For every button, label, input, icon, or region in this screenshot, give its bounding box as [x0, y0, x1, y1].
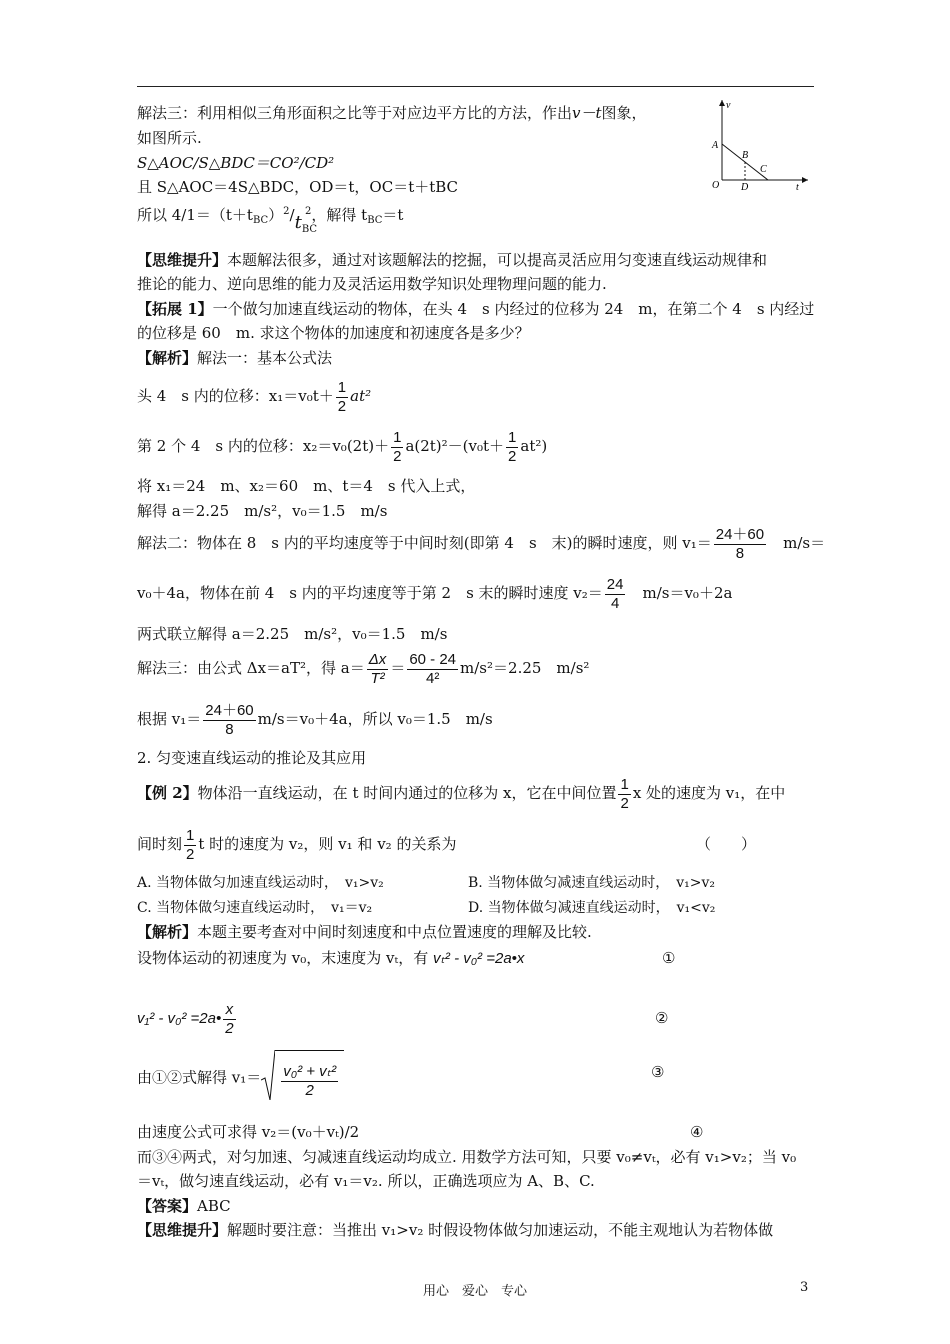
- method2-line2: v₀＋4a，物体在前 4 s 内的平均速度等于第 2 s 末的瞬时速度 v₂＝ $\frac{24}{4}$ m/s＝v₀＋2a: [137, 575, 733, 612]
- section2-title: 2. 匀变速直线运动的推论及其应用: [137, 749, 367, 767]
- equation-x1: 头 4 s 内的位移：x₁＝v₀t＋ $\frac{1}{2}$ at²: [137, 378, 372, 415]
- think2-line: 【思维提升】解题时要注意：当推出 v₁>v₂ 时假设物体做匀加速运动，不能主观地认为若物体做: [137, 1221, 774, 1239]
- method2-line1: 解法二：物体在 8 s 内的平均速度等于中间时刻(即第 4 s 末)的瞬时速度，则 v₁＝ $\frac{24+60}{8}$ m/s＝: [137, 525, 826, 562]
- think1-line1: 【思维提升】本题解法很多，通过对该题解法的挖掘，可以提高灵活应用匀变速直线运动规律和: [137, 251, 768, 269]
- fig-label-c: C: [760, 164, 767, 175]
- area-ratio-line: S△AOC/S△BDC＝CO²/CD²: [137, 154, 335, 172]
- option-a: A. 当物体做匀加速直线运动时， v₁>v₂: [137, 875, 384, 891]
- area-condition-line: 且 S△AOC＝4S△BDC，OD＝t，OC＝t＋tBC: [137, 178, 459, 196]
- conclusion-line1: 而③④两式，对匀加速、匀减速直线运动均成立. 用数学方法可知，只要 v₀≠vₜ，必有 v₁>v₂；当 v₀: [137, 1148, 797, 1166]
- eq-number-1: ①: [662, 949, 676, 967]
- method3-line1: 解法三：利用相似三角形面积之比等于对应边平方比的方法，作出v－t图象，: [137, 104, 647, 122]
- analysis1-heading: 【解析】解法一：基本公式法: [137, 349, 333, 367]
- example2-line1: 【例 2】物体沿一直线运动，在 t 时间内通过的位移为 x，它在中间位置 $\frac{1}{2}$ x 处的速度为 v₁，在中: [137, 775, 786, 812]
- fig-label-a: A: [712, 140, 719, 151]
- ext1-line1: 【拓展 1】一个做匀加速直线运动的物体，在头 4 s 内经过的位移为 24 m，在第二个 4 s 内经过: [137, 300, 815, 318]
- equation-3: 由①②式解得 v₁＝ $\frac{\text{v₀² + vₜ²}}{2}$: [137, 1050, 344, 1107]
- answer-blank: （ ）: [696, 835, 757, 853]
- fig-label-t: t: [796, 182, 799, 192]
- method2-line3: 两式联立解得 a＝2.25 m/s²，v₀＝1.5 m/s: [137, 625, 448, 643]
- equation-2: v₁² - v₀² =2a• $\frac{x}{2}$: [137, 1000, 234, 1037]
- fig-label-o: O: [712, 180, 720, 191]
- fig-label-b: B: [742, 150, 749, 161]
- option-d: D. 当物体做匀减速直线运动时， v₁<v₂: [468, 900, 716, 916]
- option-c: C. 当物体做匀速直线运动时， v₁＝v₂: [137, 900, 373, 916]
- vt-diagram: [700, 96, 812, 192]
- equation-x2: 第 2 个 4 s 内的位移：x₂＝v₀(2t)＋ $\frac{1}{2}$ a(2t)²－(v₀t＋ $\frac{1}{2}$ at²): [137, 428, 548, 465]
- fig-label-v: v: [726, 100, 731, 111]
- header-rule: [137, 86, 814, 87]
- eq-number-4: ④: [690, 1123, 704, 1141]
- method3c-line: 根据 v₁＝ $\frac{24+60}{8}$ m/s＝v₀＋4a，所以 v₀＝1.5 m/s: [137, 701, 493, 738]
- fig-label-d: D: [741, 182, 749, 192]
- eq-number-2: ②: [655, 1009, 669, 1027]
- analysis2-line: 【解析】本题主要考查对中间时刻速度和中点位置速度的理解及比较.: [137, 923, 592, 941]
- method3-line2: 如图所示.: [137, 129, 202, 147]
- equation-4: 由速度公式可求得 v₂＝(v₀＋vₜ)/2: [137, 1123, 360, 1141]
- example2-line2: 间时刻 $\frac{1}{2}$ t 时的速度为 v₂，则 v₁ 和 v₂ 的关系为: [137, 826, 457, 863]
- answer-line: 【答案】ABC: [137, 1197, 231, 1215]
- setup-line: 设物体运动的初速度为 v₀，末速度为 vₜ，有 vₜ² - v₀² =2a•x: [137, 949, 525, 967]
- page-footer: 用心 爱心 专心: [422, 1284, 527, 1299]
- option-b: B. 当物体做匀减速直线运动时， v₁>v₂: [468, 875, 715, 891]
- eq-number-3: ③: [651, 1063, 665, 1081]
- solution1-line: 解得 a＝2.25 m/s²，v₀＝1.5 m/s: [137, 502, 388, 520]
- method3b-line: 解法三：由公式 Δx＝aT²，得 a＝ $\frac{\Delta x}{\text{T²}}$ ＝ $\frac{60 - 24}{\text{4²}}$ m/s²＝2.25 m/s²: [137, 650, 590, 687]
- conclusion-line2: ＝vₜ，做匀速直线运动，必有 v₁＝v₂. 所以，正确选项应为 A、B、C.: [137, 1172, 595, 1190]
- think1-line2: 推论的能力、逆向思维的能力及灵活运用数学知识处理物理问题的能力.: [137, 275, 607, 293]
- substitute-line: 将 x₁＝24 m、x₂＝60 m、t＝4 s 代入上式，: [137, 477, 476, 495]
- page-number: 3: [800, 1280, 809, 1295]
- ext1-line2: 的位移是 60 m. 求这个物体的加速度和初速度各是多少？: [137, 324, 530, 342]
- solve-tbc-line: 所以 $4/1=(t+t_{BC})^2/t_{BC}^2$，解得 $t_{BC}=t$: [137, 206, 404, 235]
